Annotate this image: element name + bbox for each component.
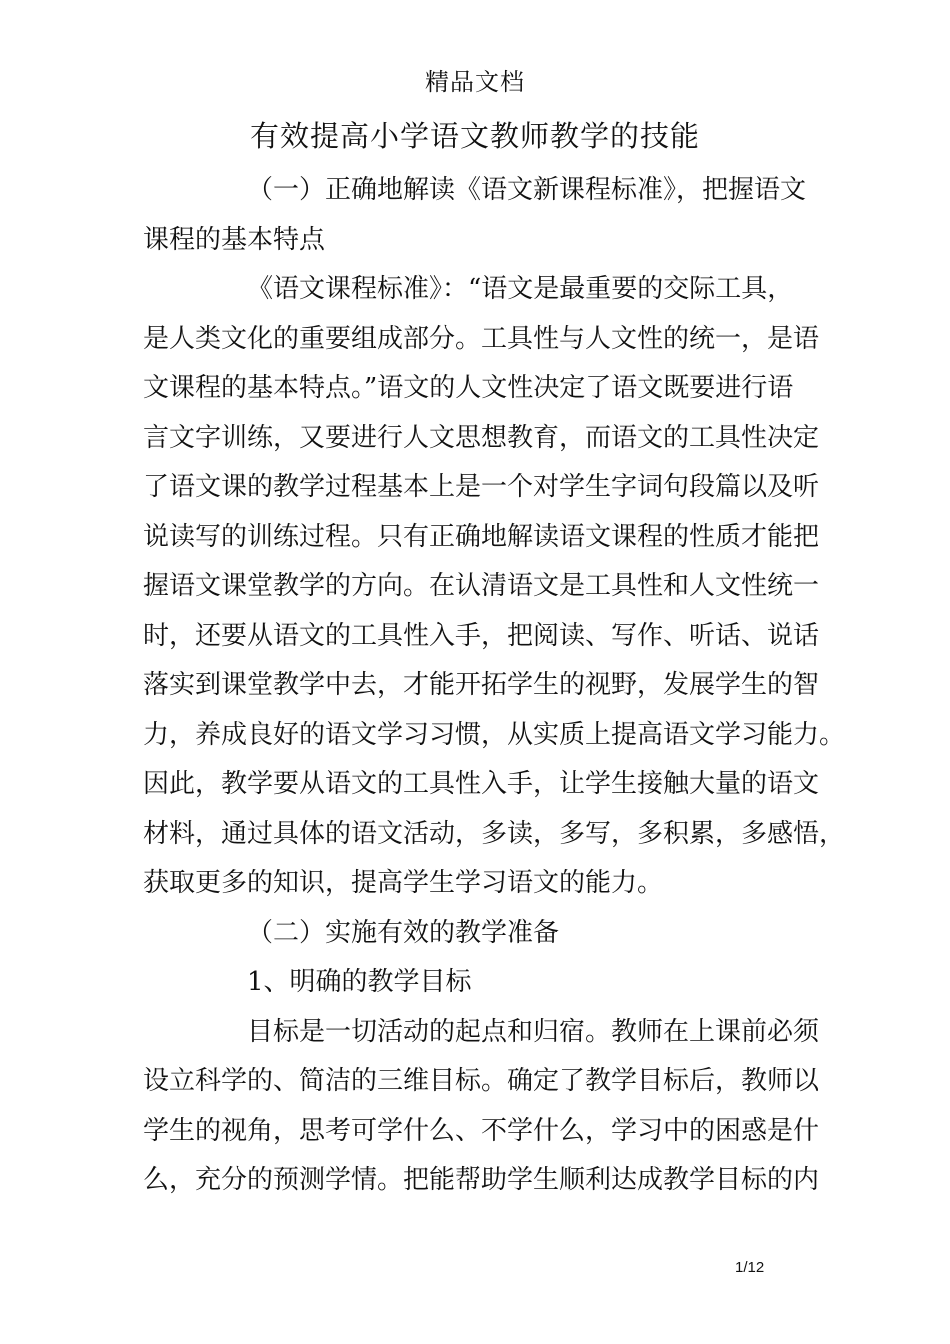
page-number: 1/12 [735, 1259, 765, 1276]
body-line: 《语文课程标准》：“语文是最重要的交际工具， [247, 274, 794, 304]
body-line: 言文字训练，又要进行人文思想教育，而语文的工具性决定 [143, 422, 820, 453]
body-line: 说读写的训练过程。只有正确地解读语文课程的性质才能把 [143, 521, 820, 552]
body-line: （一）正确地解读《语文新课程标准》，把握语文 [247, 175, 807, 205]
body-line: 因此，教学要从语文的工具性入手，让学生接触大量的语文 [143, 769, 820, 799]
body-line: 材料，通过具体的语文活动，多读，多写，多积累，多感悟， [143, 818, 846, 849]
body-line: 力，养成良好的语文学习习惯，从实质上提高语文学习能力。 [143, 719, 846, 750]
body-line: 目标是一切活动的起点和归宿。教师在上课前必须 [247, 1016, 820, 1047]
body-line: 设立科学的、简洁的三维目标。确定了教学目标后，教师以 [143, 1066, 820, 1096]
body-line: 么，充分的预测学情。把能帮助学生顺利达成教学目标的内 [143, 1165, 820, 1195]
body-line: （二）实施有效的教学准备 [247, 917, 560, 948]
page-header: 精品文档 [425, 68, 525, 96]
body-line: 获取更多的知识，提高学生学习语文的能力。 [143, 868, 664, 898]
body-line: 落实到课堂教学中去，才能开拓学生的视野，发展学生的智 [143, 670, 820, 700]
body-line: 学生的视角，思考可学什么、不学什么，学习中的困惑是什 [143, 1115, 820, 1146]
body-line: 是人类文化的重要组成部分。工具性与人文性的统一，是语 [143, 323, 820, 354]
body-line: 课程的基本特点 [143, 224, 326, 255]
body-line: 了语文课的教学过程基本上是一个对学生字词句段篇以及听 [143, 472, 820, 502]
body-line: 1、明确的教学目标 [247, 967, 472, 997]
document-title: 有效提高小学语文教师教学的技能 [249, 119, 700, 153]
document-body [143, 166, 853, 1206]
body-line: 文课程的基本特点。”语文的人文性决定了语文既要进行语 [143, 373, 794, 403]
body-line: 握语文课堂教学的方向。在认清语文是工具性和人文性统一 [143, 571, 820, 601]
body-line: 时，还要从语文的工具性入手，把阅读、写作、听话、说话 [143, 620, 820, 651]
